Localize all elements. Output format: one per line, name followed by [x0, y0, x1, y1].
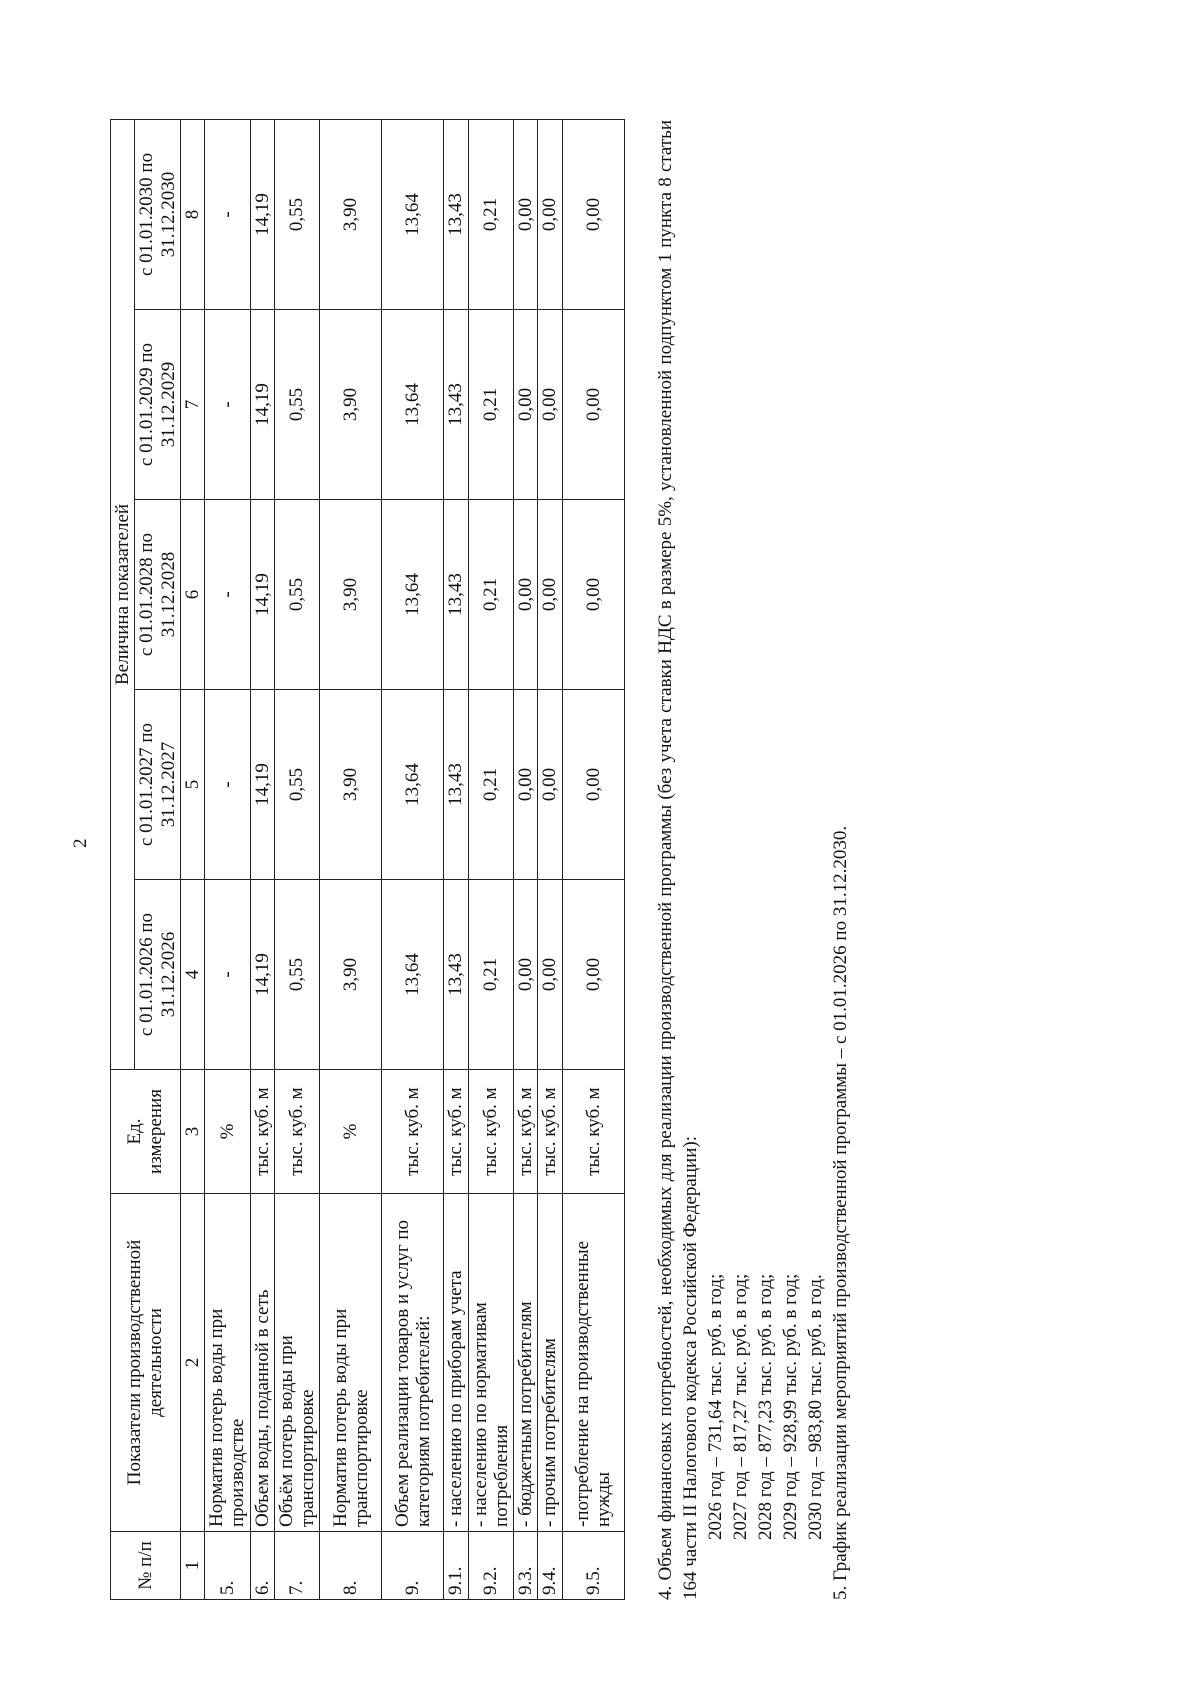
- column-index: 7: [180, 310, 204, 500]
- column-index: 4: [180, 880, 204, 1070]
- table-row: [562, 119, 624, 1599]
- row-number: 9.2.: [468, 1532, 514, 1600]
- row-value: 13,64: [382, 690, 444, 880]
- column-index: 8: [180, 119, 204, 309]
- row-unit: тыс. куб. м: [250, 1070, 274, 1194]
- row-value: 13,43: [444, 690, 468, 880]
- row-indicator-name: - населению по нормативам потребления: [468, 1194, 514, 1532]
- row-value: 0,00: [538, 880, 562, 1070]
- row-number: 5.: [205, 1532, 251, 1600]
- row-number: 9.4.: [538, 1532, 562, 1600]
- header-unit: Ед. измерения: [111, 1070, 181, 1194]
- row-unit: тыс. куб. м: [562, 1070, 624, 1194]
- row-value: -: [205, 310, 251, 500]
- row-number: 6.: [250, 1532, 274, 1600]
- column-index: 3: [180, 1070, 204, 1194]
- row-unit: тыс. куб. м: [514, 1070, 538, 1194]
- row-indicator-name: - бюджетным потребителям: [514, 1194, 538, 1532]
- header-num: № п/п: [111, 1532, 181, 1600]
- section-4-text: 4. Объем финансовых потребностей, необходимых для реализации производственной программы (без учета ставки НДС в размере 5%, установленной подпунктом 1 пункта 8 статьи 164 части II Налогового кодекса Российской Федерации):: [654, 120, 701, 1600]
- column-index-row: [180, 119, 204, 1599]
- row-value: 3,90: [320, 500, 382, 690]
- row-value: 0,00: [562, 119, 624, 309]
- header-row-1: [111, 119, 135, 1599]
- row-value: 0,00: [514, 119, 538, 309]
- row-value: 0,21: [468, 119, 514, 309]
- row-value: 0,21: [468, 690, 514, 880]
- year-line: 2030 год – 983,80 тыс. руб. в год.: [805, 1274, 827, 1540]
- table-row: [444, 119, 468, 1599]
- row-number: 8.: [320, 1532, 382, 1600]
- row-value: 0,00: [562, 500, 624, 690]
- rotated-content: [110, 120, 1010, 1600]
- row-value: -: [205, 500, 251, 690]
- row-indicator-name: Объем воды, поданной в сеть: [250, 1194, 274, 1532]
- header-group: Величина показателей: [111, 119, 135, 1069]
- table-row: [320, 119, 382, 1599]
- column-index: 6: [180, 500, 204, 690]
- row-value: 0,00: [514, 880, 538, 1070]
- row-value: 0,55: [274, 310, 320, 500]
- row-value: 0,00: [562, 690, 624, 880]
- row-value: 14,19: [250, 500, 274, 690]
- row-unit: тыс. куб. м: [444, 1070, 468, 1194]
- row-value: 0,00: [514, 310, 538, 500]
- row-value: 0,55: [274, 119, 320, 309]
- row-value: 0,00: [514, 500, 538, 690]
- row-value: 0,00: [562, 880, 624, 1070]
- row-value: 3,90: [320, 690, 382, 880]
- row-value: 0,00: [538, 500, 562, 690]
- row-value: 0,55: [274, 690, 320, 880]
- row-value: 0,00: [538, 690, 562, 880]
- row-value: 0,21: [468, 500, 514, 690]
- row-value: 0,00: [514, 690, 538, 880]
- row-value: 14,19: [250, 880, 274, 1070]
- row-indicator-name: - населению по приборам учета: [444, 1194, 468, 1532]
- row-value: 13,64: [382, 119, 444, 309]
- row-value: 14,19: [250, 690, 274, 880]
- row-indicator-name: Объём потерь воды при транспортировке: [274, 1194, 320, 1532]
- row-value: 0,00: [538, 310, 562, 500]
- year-line: 2027 год – 817,27 тыс. руб. в год;: [729, 1273, 751, 1540]
- page-number: 2: [70, 838, 91, 848]
- row-value: 14,19: [250, 310, 274, 500]
- header-period: с 01.01.2026 по 31.12.2026: [135, 880, 181, 1070]
- year-line: 2026 год – 731,64 тыс. руб. в год;: [704, 1273, 726, 1540]
- row-indicator-name: Норматив потерь воды при производстве: [205, 1194, 251, 1532]
- row-value: 13,43: [444, 880, 468, 1070]
- row-unit: %: [205, 1070, 251, 1194]
- header-period: с 01.01.2029 по 31.12.2029: [135, 310, 181, 500]
- row-value: 0,21: [468, 880, 514, 1070]
- table-row: [250, 119, 274, 1599]
- row-unit: %: [320, 1070, 382, 1194]
- row-value: 0,21: [468, 310, 514, 500]
- table-row: [538, 119, 562, 1599]
- table-row: [274, 119, 320, 1599]
- column-index: 5: [180, 690, 204, 880]
- year-line: 2028 год – 877,23 тыс. руб. в год;: [755, 1273, 777, 1540]
- column-index: 2: [180, 1194, 204, 1532]
- row-value: 3,90: [320, 310, 382, 500]
- row-number: 9.1.: [444, 1532, 468, 1600]
- table-row: [205, 119, 251, 1599]
- row-number: 9.3.: [514, 1532, 538, 1600]
- section-5-text: 5. График реализации мероприятий производственной программы – с 01.01.2026 по 31.12.2030.: [830, 825, 852, 1600]
- row-indicator-name: Норматив потерь воды при транспортировке: [320, 1194, 382, 1532]
- row-value: -: [205, 119, 251, 309]
- header-period: с 01.01.2028 по 31.12.2028: [135, 500, 181, 690]
- row-indicator-name: Объем реализации товаров и услуг по категориям потребителей:: [382, 1194, 444, 1532]
- row-indicator-name: -потребление на производственные нужды: [562, 1194, 624, 1532]
- column-index: 1: [180, 1532, 204, 1600]
- row-number: 9.: [382, 1532, 444, 1600]
- row-value: 0,55: [274, 500, 320, 690]
- row-number: 9.5.: [562, 1532, 624, 1600]
- row-value: -: [205, 880, 251, 1070]
- row-unit: тыс. куб. м: [538, 1070, 562, 1194]
- row-value: 13,64: [382, 500, 444, 690]
- header-name: Показатели производственной деятельности: [111, 1194, 181, 1532]
- row-value: 0,55: [274, 880, 320, 1070]
- year-line: 2029 год – 928,99 тыс. руб. в год;: [780, 1273, 802, 1540]
- production-indicators-table: [110, 119, 625, 1600]
- financial-needs-list: [703, 120, 828, 1540]
- header-period: с 01.01.2030 по 31.12.2030: [135, 119, 181, 309]
- table-row: [468, 119, 514, 1599]
- row-value: 3,90: [320, 880, 382, 1070]
- row-value: 13,43: [444, 310, 468, 500]
- row-unit: тыс. куб. м: [382, 1070, 444, 1194]
- table-row: [514, 119, 538, 1599]
- text-block: [653, 120, 854, 1600]
- row-value: 13,64: [382, 310, 444, 500]
- table-row: [382, 119, 444, 1599]
- row-value: 13,64: [382, 880, 444, 1070]
- header-period: с 01.01.2027 по 31.12.2027: [135, 690, 181, 880]
- row-value: 0,00: [562, 310, 624, 500]
- row-value: 13,43: [444, 119, 468, 309]
- row-number: 7.: [274, 1532, 320, 1600]
- row-value: 14,19: [250, 119, 274, 309]
- row-value: 0,00: [538, 119, 562, 309]
- row-value: -: [205, 690, 251, 880]
- row-value: 13,43: [444, 500, 468, 690]
- row-unit: тыс. куб. м: [274, 1070, 320, 1194]
- row-indicator-name: - прочим потребителям: [538, 1194, 562, 1532]
- row-value: 3,90: [320, 119, 382, 309]
- row-unit: тыс. куб. м: [468, 1070, 514, 1194]
